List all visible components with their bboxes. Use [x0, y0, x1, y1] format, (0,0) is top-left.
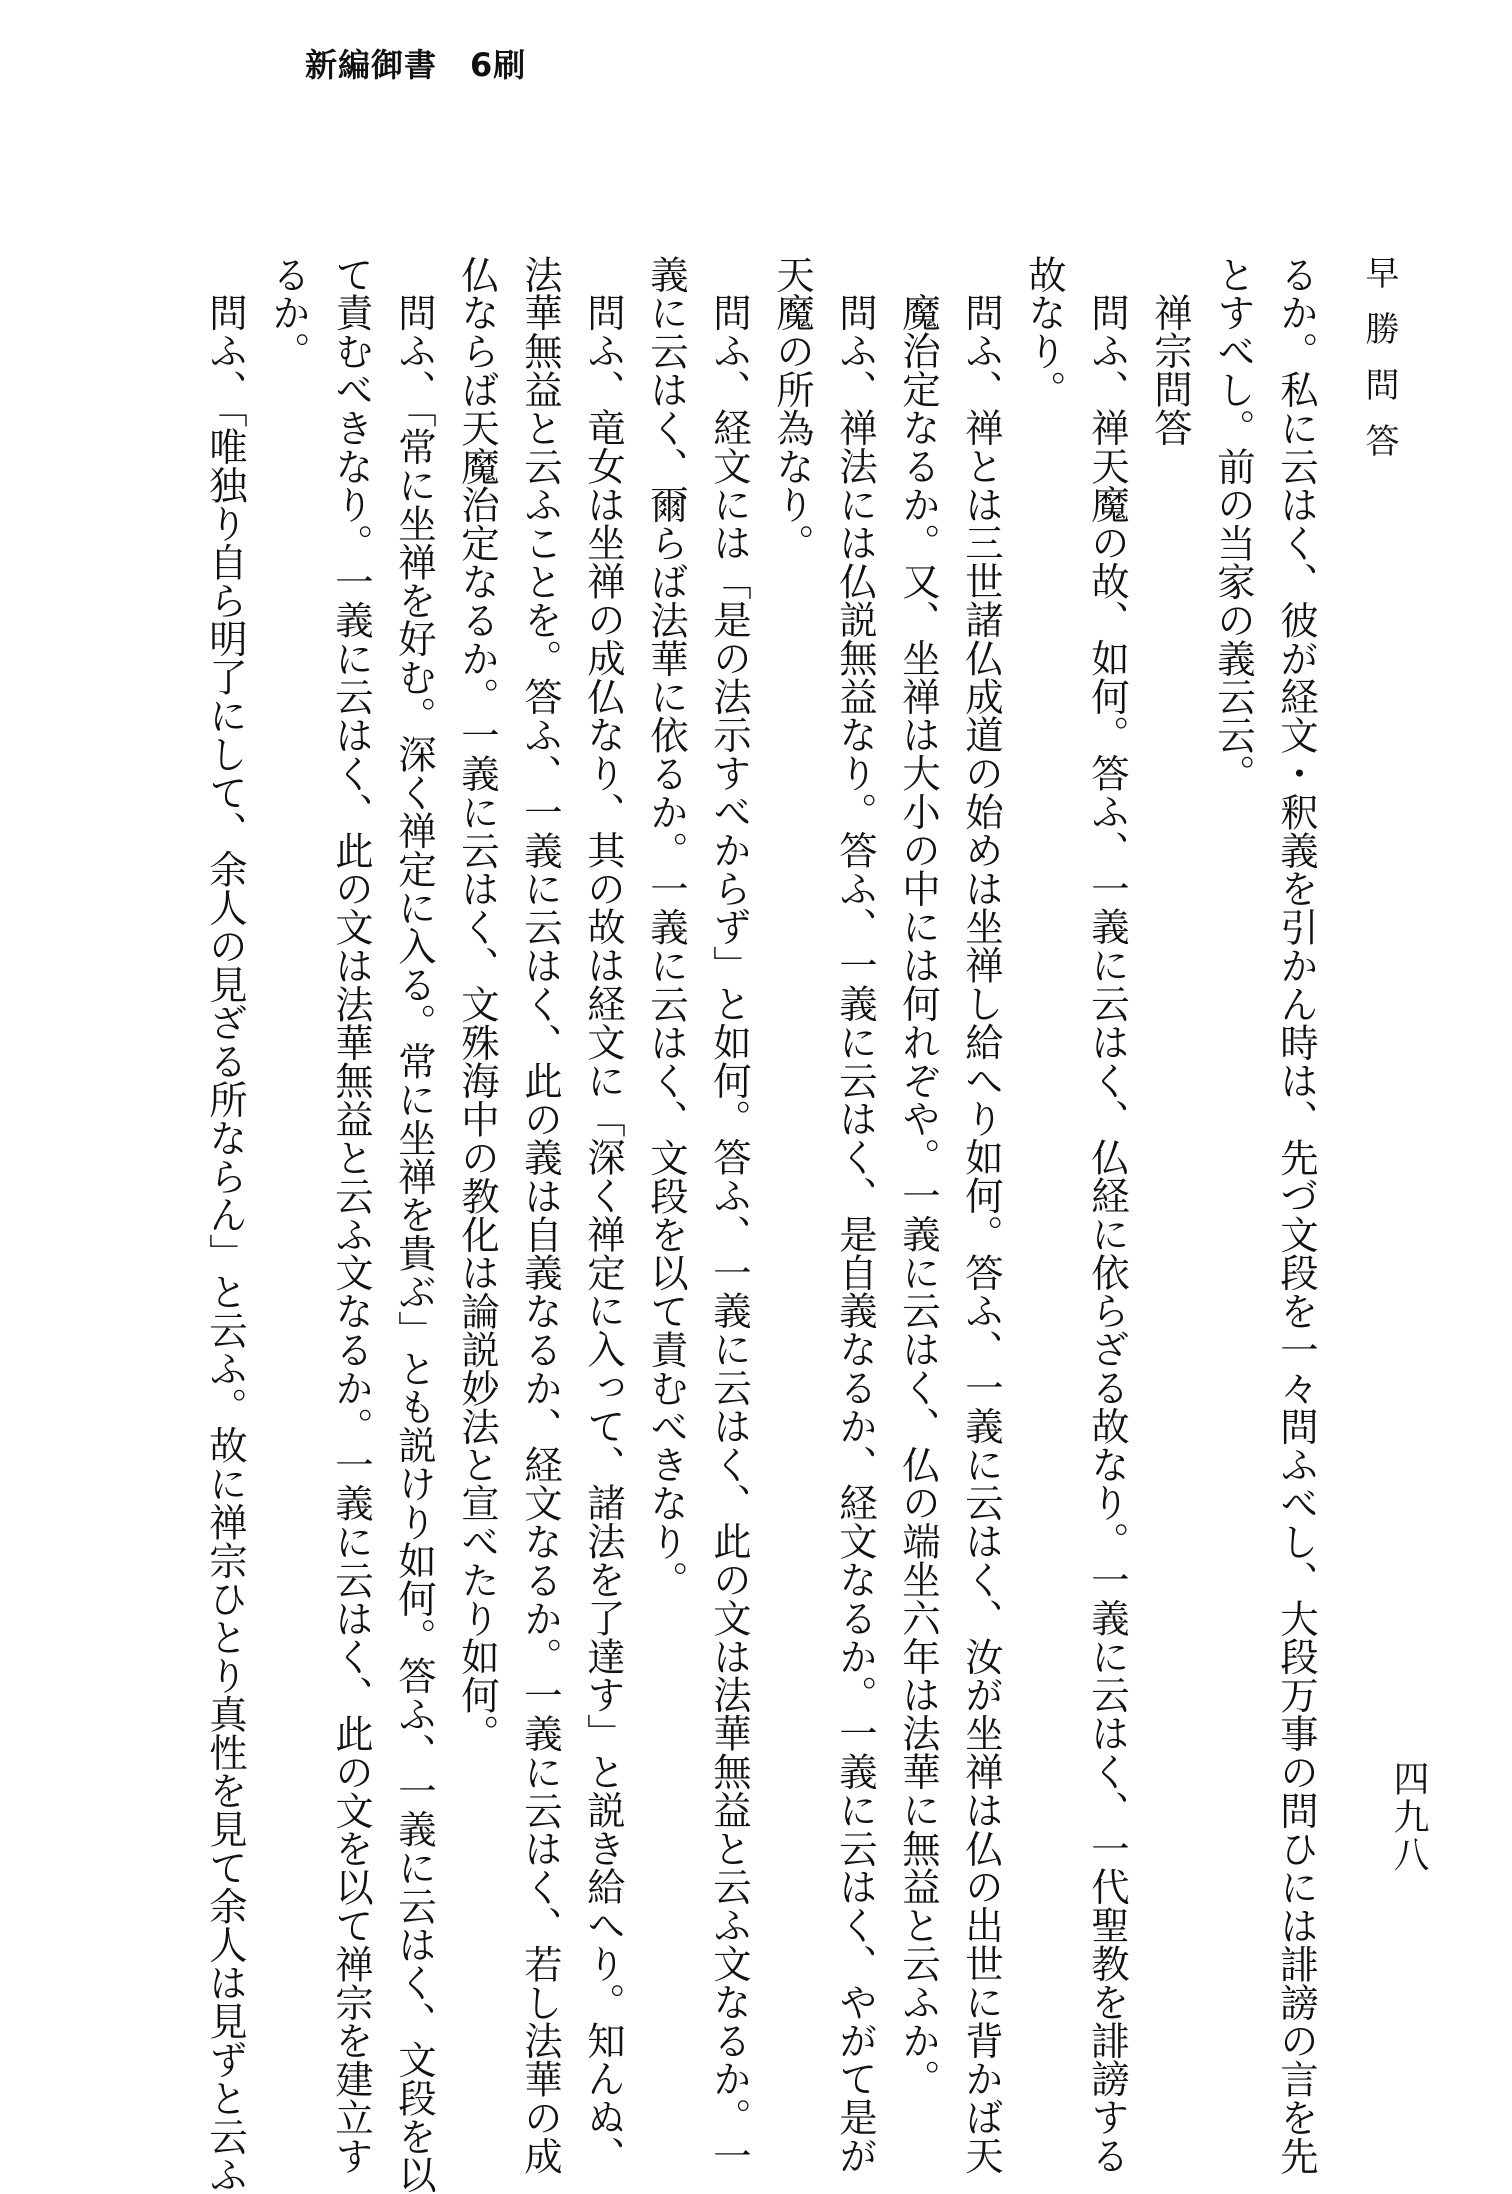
text-line: 問ふ、経文には「是の法示すべからず」と如何。答ふ、一義に云はく、此の文は法華無益と云ふ文なるか。一 [706, 293, 751, 2175]
text-line: 故なり。 [1021, 255, 1066, 409]
text-line: とすべし。前の当家の義云云。 [1210, 255, 1255, 793]
text-line: 義に云はく、爾らば法華に依るか。一義に云はく、文段を以て責むべきなり。 [643, 255, 688, 1599]
page-number: 四九八 [1388, 1760, 1429, 1874]
running-head: 早勝問答 [1359, 255, 1399, 479]
text-line: 魔治定なるか。又、坐禅は大小の中には何れぞや。一義に云はく、仏の端坐六年は法華に無益と云ふか。 [895, 293, 940, 2099]
text-line: 天魔の所為なり。 [769, 255, 814, 563]
text-line: 問ふ、禅法には仏説無益なり。答ふ、一義に云はく、是自義なるか、経文なるか。一義に云はく、やがて是が [832, 293, 877, 2175]
body-text [202, 255, 1327, 2194]
text-line: 問ふ、「常に坐禅を好む。深く禅定に入る。常に坐禅を貴ぶ」とも説けり如何。答ふ、一義に云はく、文段を以 [391, 293, 436, 2194]
text-line: るか。私に云はく、彼が経文・釈義を引かん時は、先づ文段を一々問ふべし、大段万事の問ひには誹謗の言を先 [1273, 255, 1318, 2175]
text-line: 問ふ、禅とは三世諸仏成道の始めは坐禅し給へり如何。答ふ、一義に云はく、汝が坐禅は仏の出世に背かば天 [958, 293, 1003, 2175]
text-line: 問ふ、「唯独り自ら明了にして、余人の見ざる所ならん」と云ふ。故に禅宗ひとり真性を見て余人は見ずと云ふ [202, 293, 247, 2194]
text-line: 問ふ、竜女は坐禅の成仏なり、其の故は経文に「深く禅定に入って、諸法を了達す」と説き給へり。知んぬ、 [580, 293, 625, 2175]
text-line: 仏ならば天魔治定なるか。一義に云はく、文殊海中の教化は論説妙法と宣べたり如何。 [454, 255, 499, 1753]
print-edition-label: 新編御書 6刷 [305, 46, 527, 84]
text-line: 法華無益と云ふことを。答ふ、一義に云はく、此の義は自義なるか、経文なるか。一義に云はく、若し法華の成 [517, 255, 562, 2175]
text-line: 問ふ、禅天魔の故、如何。答ふ、一義に云はく、仏経に依らざる故なり。一義に云はく、一代聖教を誹謗する [1084, 293, 1129, 2175]
text-line: 禅宗問答 [1147, 293, 1192, 447]
text-line: るか。 [265, 255, 310, 371]
text-line: て責むべきなり。一義に云はく、此の文は法華無益と云ふ文なるか。一義に云はく、此の文を以て禅宗を建立す [328, 255, 373, 2176]
